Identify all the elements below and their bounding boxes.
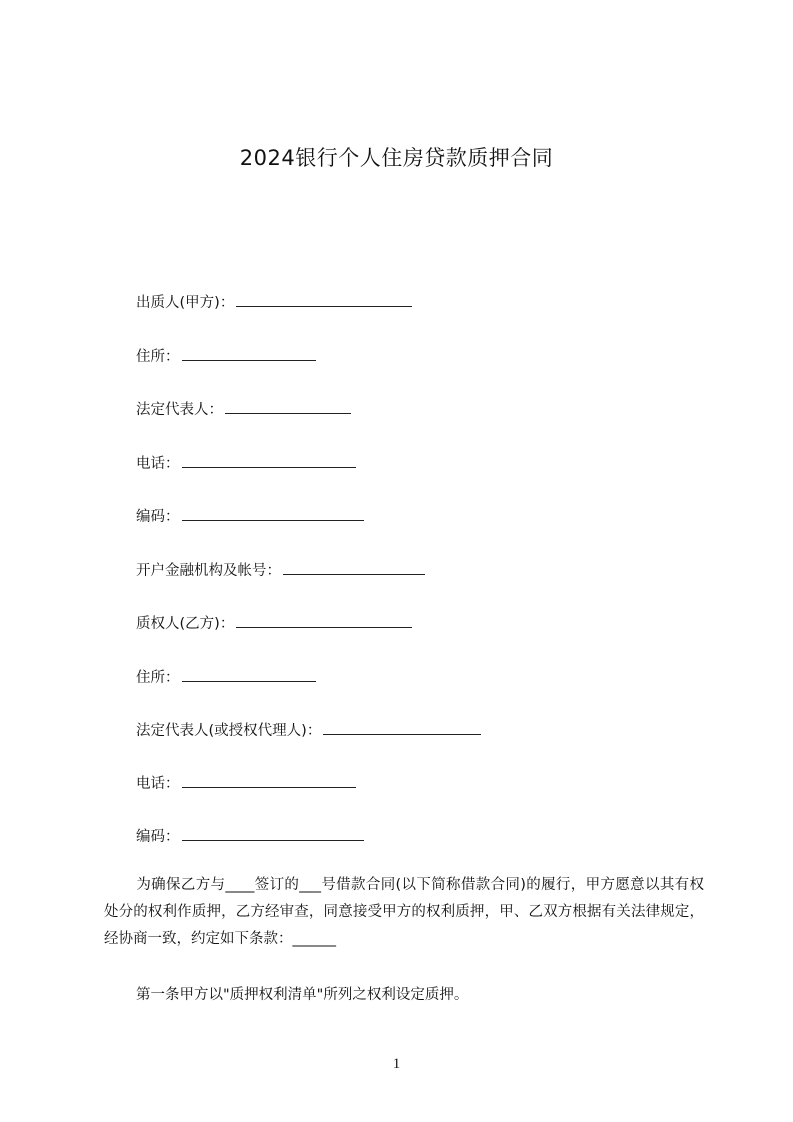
- pledgee-phone-blank: [182, 773, 356, 788]
- pledgor-blank: [236, 292, 412, 307]
- pledgor-bank-label: 开户金融机构及帐号：: [136, 563, 281, 579]
- pledgor-postcode-field: [136, 506, 364, 526]
- pledgor-field: [136, 292, 412, 312]
- page-number: 1: [392, 1056, 401, 1072]
- pledgee-blank: [236, 613, 412, 628]
- pledgee-phone-field: [136, 773, 356, 793]
- pledgor-legal-rep-label: 法定代表人：: [136, 402, 223, 418]
- pledgee-address-field: [136, 667, 316, 687]
- pledgee-legal-rep-field: [136, 720, 481, 740]
- pledgor-postcode-blank: [182, 506, 364, 521]
- pledgor-postcode-label: 编码：: [136, 509, 180, 525]
- pledgee-legal-rep-blank: [323, 720, 481, 735]
- pledgor-label: 出质人(甲方)：: [136, 295, 235, 311]
- pledgor-address-field: [136, 346, 316, 366]
- pledgee-phone-label: 电话：: [136, 776, 180, 792]
- article-1: 第一条甲方以"质押权利清单"所列之权利设定质押。: [136, 987, 469, 1003]
- pledgee-postcode-blank: [182, 826, 364, 841]
- pledgee-postcode-label: 编码：: [136, 829, 180, 845]
- pledgee-postcode-field: [136, 826, 364, 846]
- pledgee-legal-rep-label: 法定代表人(或授权代理人)：: [136, 723, 322, 739]
- pledgor-bank-field: [136, 560, 425, 580]
- pledgor-legal-rep-field: [136, 399, 351, 419]
- pledgee-address-label: 住所：: [136, 670, 180, 686]
- pledgor-phone-blank: [182, 453, 356, 468]
- pledgor-phone-field: [136, 453, 356, 473]
- preamble-paragraph: [104, 872, 704, 953]
- pledgor-bank-blank: [283, 560, 425, 575]
- document-title: 2024银行个人住房贷款质押合同: [239, 146, 554, 170]
- pledgee-field: [136, 613, 412, 633]
- pledgor-phone-label: 电话：: [136, 456, 180, 472]
- pledgor-address-label: 住所：: [136, 349, 180, 365]
- pledgor-address-blank: [182, 346, 316, 361]
- pledgee-address-blank: [182, 667, 316, 682]
- pledgee-label: 质权人(乙方)：: [136, 616, 235, 632]
- pledgor-legal-rep-blank: [225, 399, 351, 414]
- preamble-text: 为确保乙方与____签订的___号借款合同(以下简称借款合同)的履行，甲方愿意以其有权处分的权利作质押，乙方经审查，同意接受甲方的权利质押，甲、乙双方根据有关法律规定，经协商一致，约定如下条款：______: [104, 877, 704, 947]
